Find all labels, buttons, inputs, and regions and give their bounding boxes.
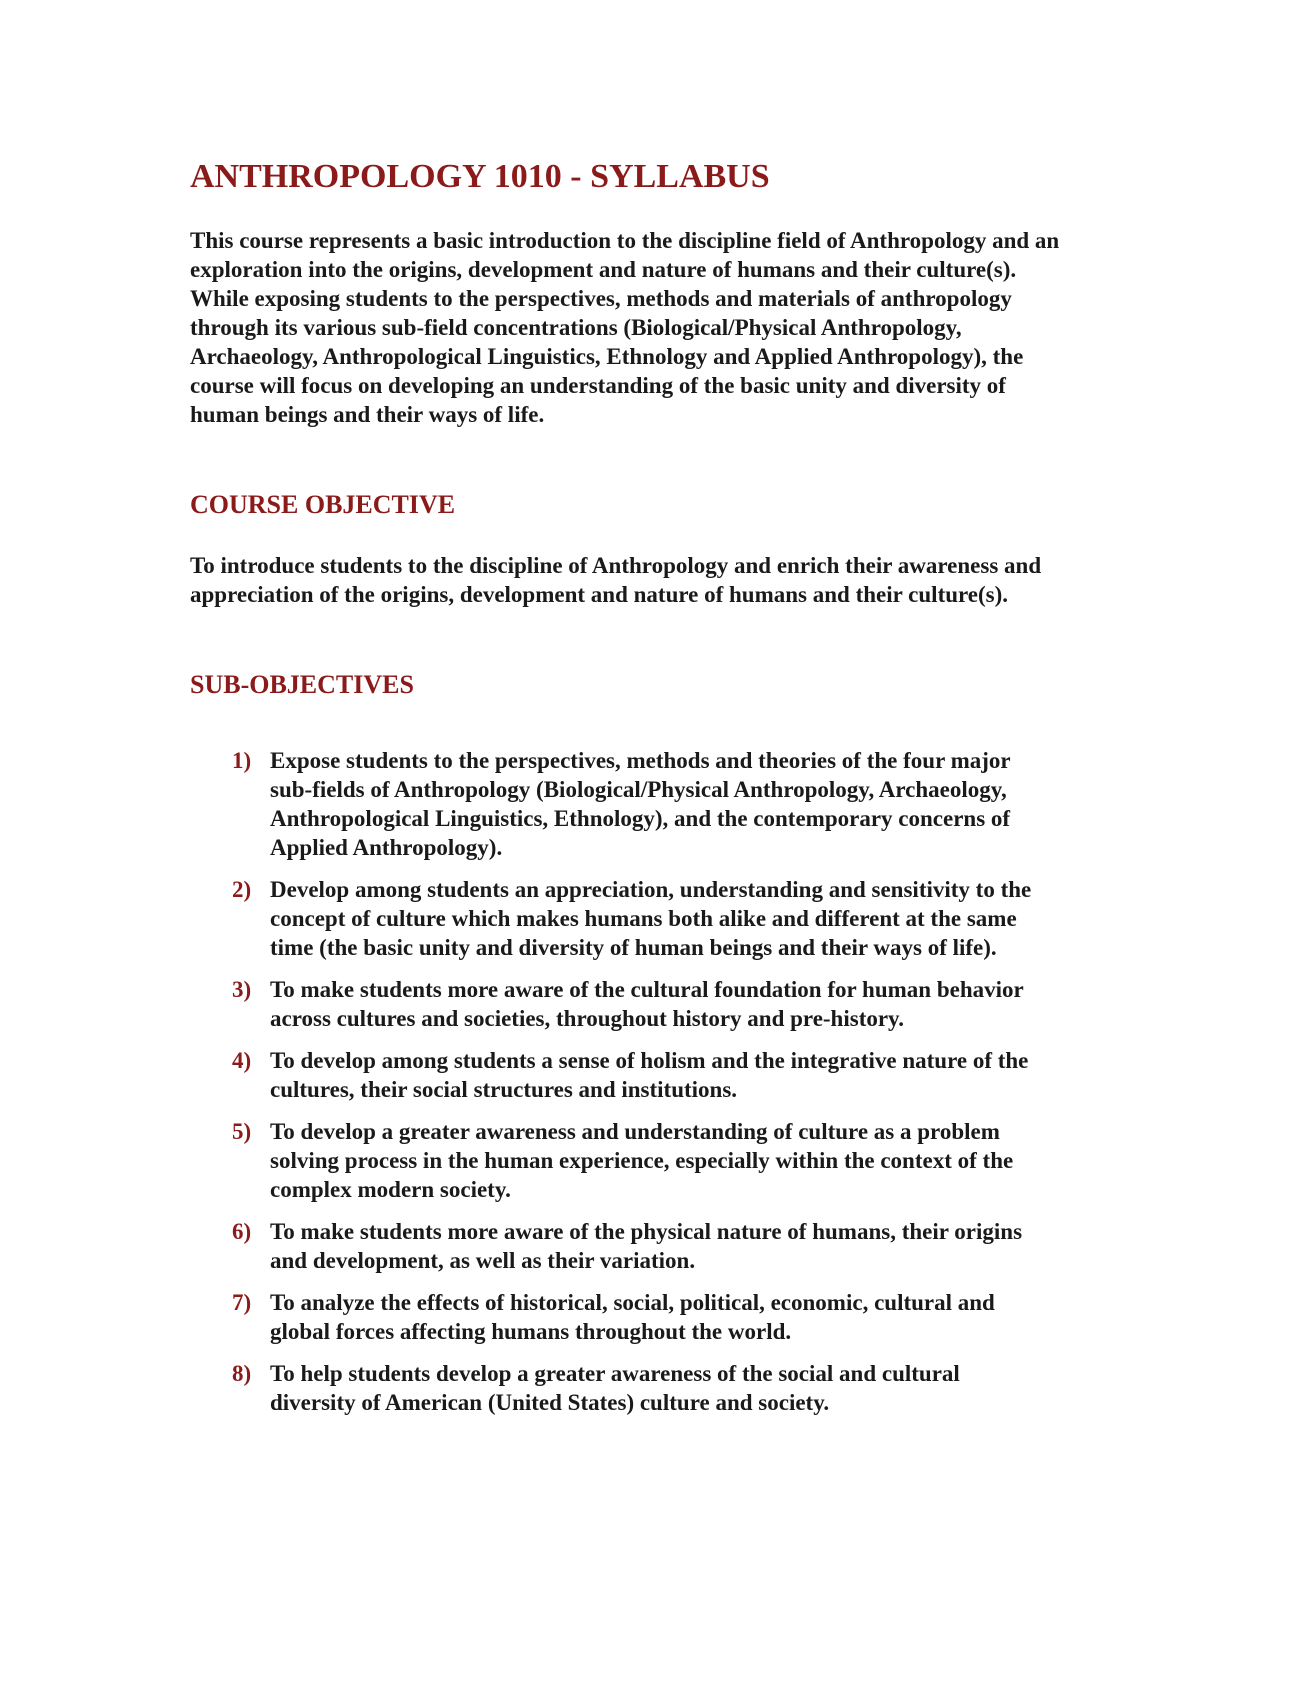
sub-objective-text: To help students develop a greater awareness of the social and cultural diversity of American (United States) culture and society. xyxy=(270,1361,960,1415)
sub-objective-text: Expose students to the perspectives, methods and theories of the four major sub-fields of Anthropology (Biological/Physical Anthropology, Archaeology, Anthropological Linguistics, Ethnology), and the contemporary concerns of Applied Anthropology). xyxy=(270,748,1011,860)
sub-objective-number: 6) xyxy=(232,1219,252,1244)
sub-objective-item xyxy=(232,975,1032,1033)
sub-objective-number: 2) xyxy=(232,877,252,902)
sub-objective-number: 8) xyxy=(232,1361,252,1386)
course-objective-heading: COURSE OBJECTIVE xyxy=(190,490,456,519)
sub-objective-item xyxy=(232,875,1032,962)
course-objective-text: To introduce students to the discipline of Anthropology and enrich their awareness and appreciation of the origins, development and nature of humans and their culture(s). xyxy=(190,553,1042,607)
sub-objective-text: Develop among students an appreciation, understanding and sensitivity to the concept of culture which makes humans both alike and different at the same time (the basic unity and diversity of human beings and their ways of life). xyxy=(270,877,1032,960)
sub-objective-number: 3) xyxy=(232,977,252,1002)
sub-objective-item xyxy=(232,1288,1032,1346)
sub-objective-number: 5) xyxy=(232,1119,252,1144)
sub-objective-text: To make students more aware of the cultural foundation for human behavior across cultures and societies, throughout history and pre-history. xyxy=(270,977,1024,1031)
course-intro-paragraph: This course represents a basic introduction to the discipline field of Anthropology and an exploration into the origins, development and nature of humans and their culture(s). While exposing students to the perspectives, methods and materials of anthropology through its various sub-field concentrations (Biological/Physical Anthropology, Archaeology, Anthropological Linguistics, Ethnology and Applied Anthropology), the course will focus on developing an understanding of the basic unity and diversity of human beings and their ways of life. xyxy=(190,228,1060,427)
sub-objective-text: To develop among students a sense of holism and the integrative nature of the cultures, their social structures and institutions. xyxy=(270,1048,1029,1102)
sub-objective-number: 4) xyxy=(232,1048,252,1073)
sub-objective-number: 7) xyxy=(232,1290,252,1315)
sub-objectives-heading: SUB-OBJECTIVES xyxy=(190,670,414,699)
sub-objective-number: 1) xyxy=(232,748,252,773)
sub-objective-text: To analyze the effects of historical, social, political, economic, cultural and global forces affecting humans throughout the world. xyxy=(270,1290,995,1344)
sub-objectives-list xyxy=(232,746,1032,1430)
sub-objective-text: To develop a greater awareness and understanding of culture as a problem solving process in the human experience, especially within the context of the complex modern society. xyxy=(270,1119,1014,1202)
sub-objective-item xyxy=(232,1359,1032,1417)
sub-objective-item xyxy=(232,1217,1032,1275)
sub-objective-item xyxy=(232,1046,1032,1104)
page-title: ANTHROPOLOGY 1010 - SYLLABUS xyxy=(190,158,770,195)
sub-objective-text: To make students more aware of the physical nature of humans, their origins and development, as well as their variation. xyxy=(270,1219,1023,1273)
sub-objective-item xyxy=(232,746,1032,862)
sub-objective-item xyxy=(232,1117,1032,1204)
